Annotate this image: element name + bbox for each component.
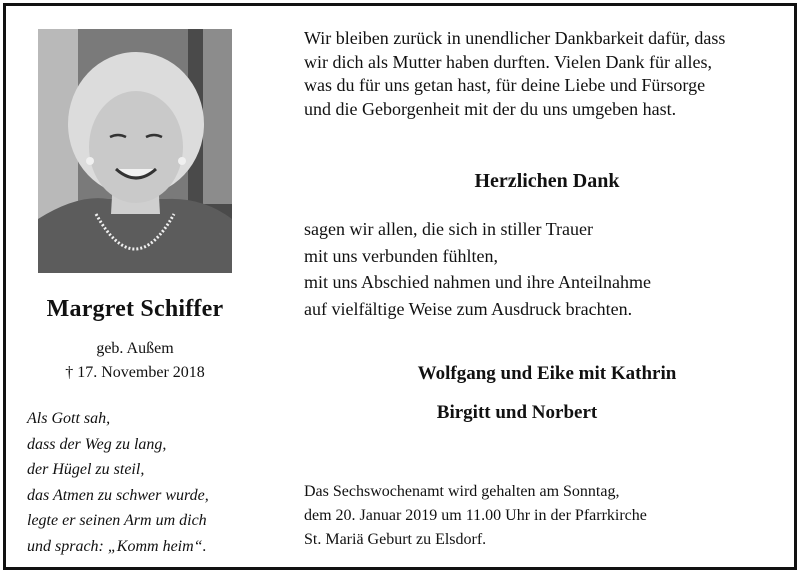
signer-family-2: Birgitt und Norbert: [436, 402, 598, 423]
deceased-name: Margret Schiffer: [46, 296, 224, 322]
poem-line: der Hügel zu steil,: [27, 461, 145, 478]
obituary-card: [3, 3, 797, 570]
poem-line: dass der Weg zu lang,: [27, 435, 167, 453]
poem-line: das Atmen zu schwer wurde,: [27, 486, 209, 504]
intro-text: [304, 27, 790, 121]
thanks-text: [304, 216, 790, 322]
intro-line: was du für uns getan hast, für deine Liebe und Fürsorge: [304, 75, 706, 95]
intro-line: wir dich als Mutter haben durften. Vielen Dank für alles,: [304, 51, 712, 72]
poem-line: Als Gott sah,: [27, 410, 111, 427]
portrait-illustration: [38, 29, 232, 273]
thanks-line: auf vielfältige Weise zum Ausdruck brachten.: [304, 298, 633, 319]
portrait-photo: [38, 29, 232, 273]
mass-line: Das Sechswochenamt wird gehalten am Sonntag,: [304, 483, 620, 500]
poem-line: und sprach: „Komm heim“.: [27, 537, 207, 555]
mass-line: dem 20. Januar 2019 um 11.00 Uhr in der Pfarrkirche: [304, 507, 647, 524]
signer-family-1: Wolfgang und Eike mit Kathrin: [417, 363, 677, 384]
poem: [27, 406, 257, 559]
intro-line: Wir bleiben zurück in unendlicher Dankbarkeit dafür, dass: [304, 28, 726, 48]
death-date: † 17. November 2018: [65, 364, 205, 381]
thanks-line: sagen wir allen, die sich in stiller Trauer: [304, 219, 593, 239]
mass-line: St. Mariä Geburt zu Elsdorf.: [304, 531, 487, 548]
thanks-heading: Herzlichen Dank: [474, 170, 620, 192]
maiden-name: geb. Außem: [96, 340, 174, 357]
thanks-line: mit uns Abschied nahmen und ihre Anteilnahme: [304, 272, 651, 292]
thanks-line: mit uns verbunden fühlten,: [304, 245, 498, 266]
poem-line: legte er seinen Arm um dich: [27, 512, 207, 529]
mass-notice: [304, 480, 790, 552]
intro-line: und die Geborgenheit mit der du uns umgeben hast.: [304, 98, 677, 119]
